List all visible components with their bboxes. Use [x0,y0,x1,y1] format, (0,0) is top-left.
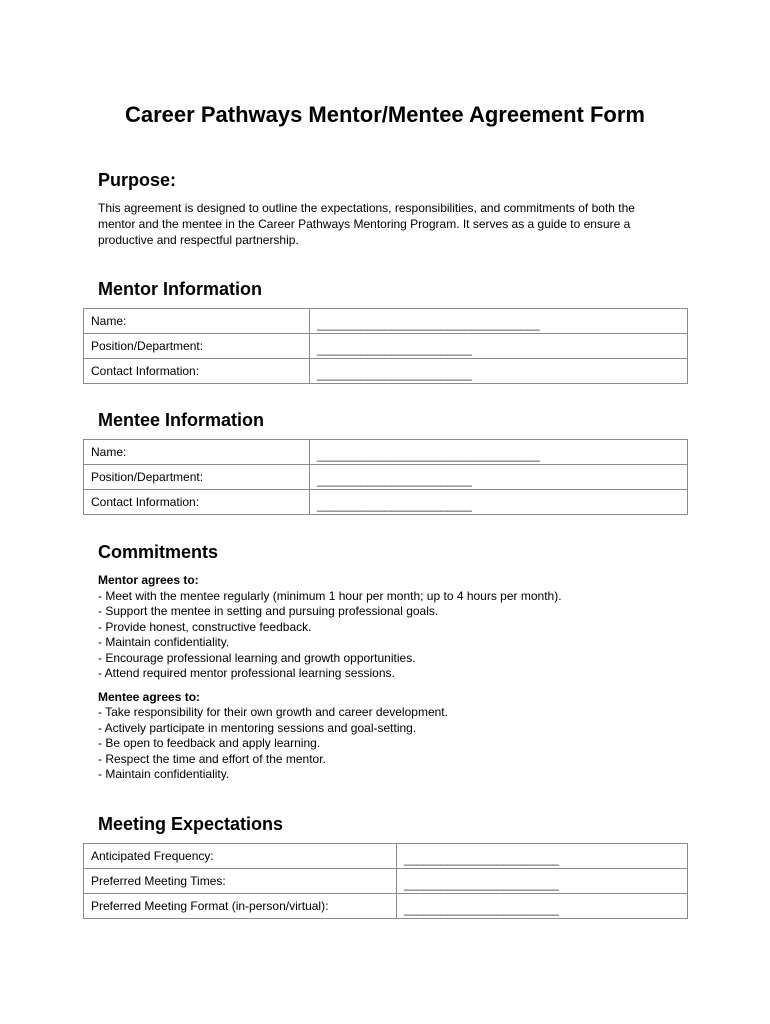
mentor-name-label: Name: [84,309,310,334]
table-row [84,309,688,334]
mentor-contact-field[interactable]: _________________________ [310,359,688,384]
mentor-position-label: Position/Department: [84,334,310,359]
list-item: - Attend required mentor professional learning sessions. [98,666,395,680]
mentee-position-field[interactable]: _________________________ [310,465,688,490]
mentee-name-field[interactable]: ____________________________________ [310,440,688,465]
purpose-heading: Purpose: [98,170,177,190]
list-item: - Be open to feedback and apply learning. [98,736,321,750]
mentee-contact-field[interactable]: _________________________ [310,490,688,515]
commitments-body [98,573,698,783]
table-row [84,465,688,490]
commitments-heading: Commitments [98,542,219,562]
mentor-name-field[interactable]: ____________________________________ [310,309,688,334]
mentee-info-heading: Mentee Information [98,410,265,430]
mentor-contact-label: Contact Information: [84,359,310,384]
list-item: - Take responsibility for their own growth and career development. [98,705,448,719]
table-row [84,844,688,869]
meeting-table [83,843,688,919]
table-row [84,869,688,894]
list-item: - Support the mentee in setting and pursuing professional goals. [98,604,439,618]
table-row [84,440,688,465]
table-row [84,334,688,359]
meeting-frequency-label: Anticipated Frequency: [84,844,397,869]
mentee-position-label: Position/Department: [84,465,310,490]
list-item: - Meet with the mentee regularly (minimum 1 hour per month; up to 4 hours per month). [98,588,562,603]
mentor-position-field[interactable]: _________________________ [310,334,688,359]
mentor-agrees-heading: Mentor agrees to: [98,573,199,587]
meeting-times-label: Preferred Meeting Times: [84,869,397,894]
mentee-info-table [83,439,688,515]
table-row [84,490,688,515]
purpose-text: This agreement is designed to outline the expectations, responsibilities, and commitments of both the mentor and the mentee in the Career Pathways Mentoring Program. It serves as a guide to ensure a productive and respectful partnership. [98,201,635,247]
mentee-contact-label: Contact Information: [84,490,310,515]
meeting-heading: Meeting Expectations [98,814,284,834]
list-item: - Actively participate in mentoring sessions and goal-setting. [98,720,417,735]
table-row [84,894,688,919]
list-item: - Respect the time and effort of the mentor. [98,751,326,766]
list-item: - Encourage professional learning and growth opportunities. [98,650,416,665]
list-item: - Maintain confidentiality. [98,767,230,781]
list-item: - Provide honest, constructive feedback. [98,619,312,634]
meeting-frequency-field[interactable]: _________________________ [397,844,688,869]
table-row [84,359,688,384]
mentor-info-heading: Mentor Information [98,279,262,299]
list-item: - Maintain confidentiality. [98,635,230,649]
mentee-agrees-heading: Mentee agrees to: [98,689,201,704]
page-title: Career Pathways Mentor/Mentee Agreement Form [125,102,645,127]
mentee-name-label: Name: [84,440,310,465]
mentor-info-table [83,308,688,384]
meeting-times-field[interactable]: _________________________ [397,869,688,894]
meeting-format-field[interactable]: _________________________ [397,894,688,919]
meeting-format-label: Preferred Meeting Format (in-person/virtual): [84,894,397,919]
